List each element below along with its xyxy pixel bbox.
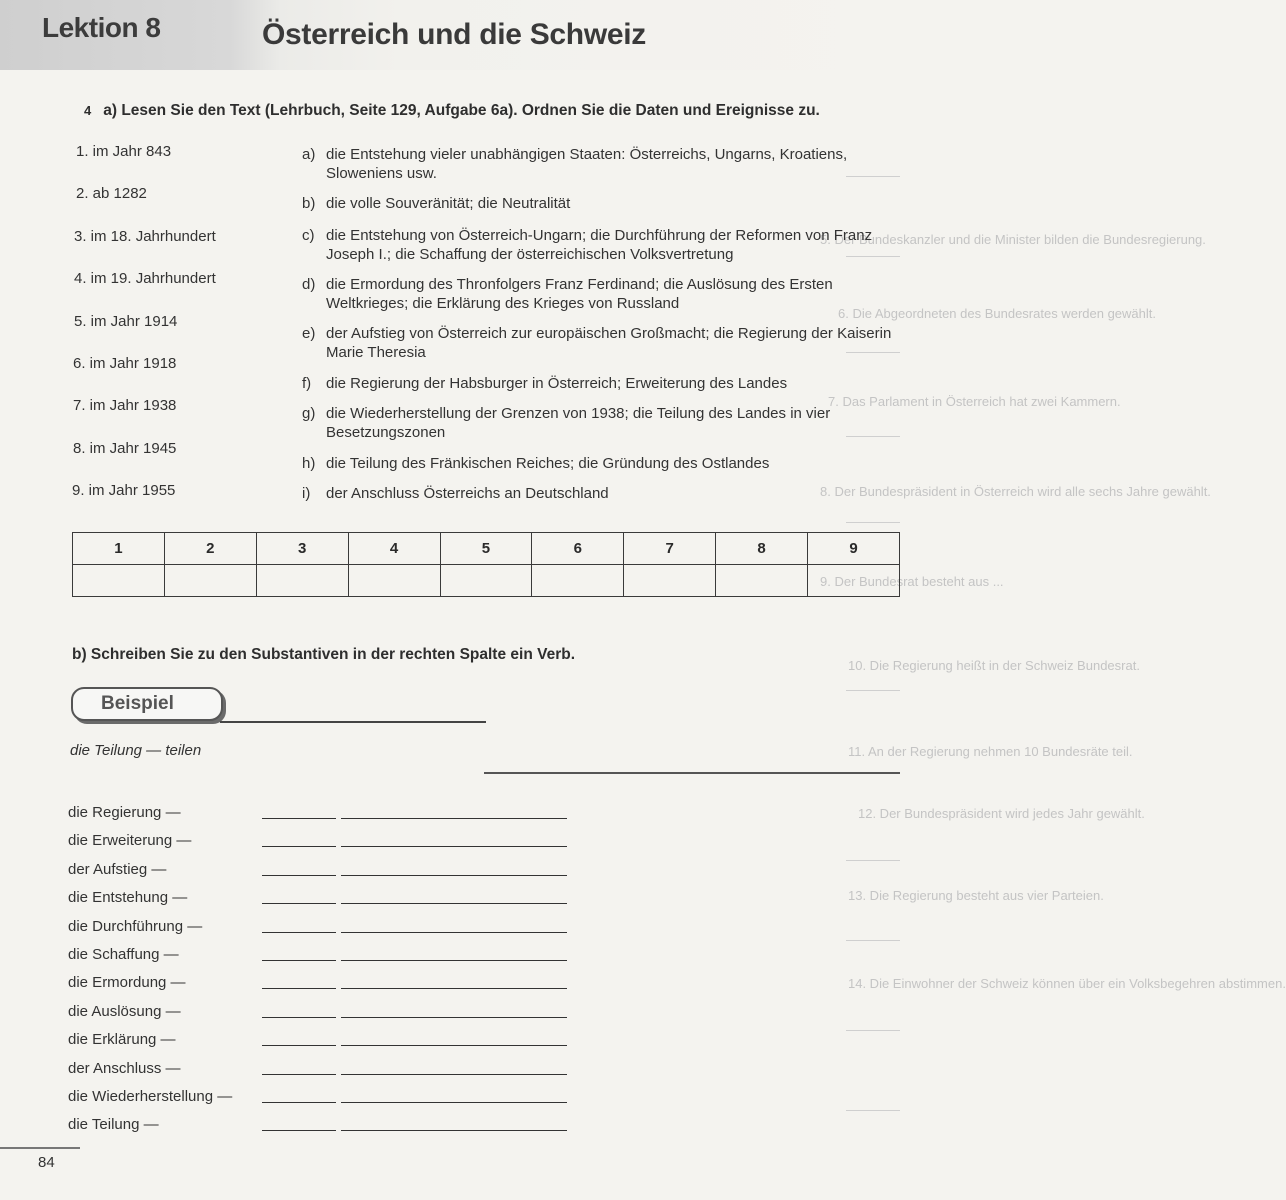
event-item xyxy=(302,404,892,442)
answer-blank[interactable] xyxy=(262,1017,336,1018)
show-through-text: 10. Die Regierung heißt in der Schweiz Bundesrat. xyxy=(848,658,1140,673)
event-text: die Entstehung von Österreich-Ungarn; die Durchführung der Reformen von Franz Joseph I.; die Schaffung der österreichischen Volksvertretung xyxy=(326,227,873,263)
exercise-row xyxy=(0,1084,900,1108)
task-a-instruction xyxy=(84,102,820,120)
event-item xyxy=(302,454,892,473)
event-item xyxy=(302,374,892,393)
event-item xyxy=(302,226,892,264)
exercise-row xyxy=(0,1056,900,1080)
answer-blank[interactable] xyxy=(341,1045,567,1046)
show-through-text: 7. Das Parlament in Österreich hat zwei Kammern. xyxy=(828,394,1121,409)
event-letter: b) xyxy=(302,195,316,212)
answer-table-header: 5 xyxy=(440,533,532,565)
answer-cell[interactable] xyxy=(164,565,256,597)
event-item xyxy=(302,145,892,183)
show-through-rule xyxy=(846,1110,900,1111)
event-letter: h) xyxy=(302,455,316,472)
exercise-row xyxy=(0,914,900,938)
example-badge xyxy=(71,687,223,721)
event-text: die Ermordung des Thronfolgers Franz Ferdinand; die Auslösung des Ersten Weltkrieges; die Erklärung des Krieges von Russland xyxy=(326,276,833,312)
answer-cell[interactable] xyxy=(808,565,900,597)
event-item xyxy=(302,324,892,362)
show-through-rule xyxy=(846,522,900,523)
answer-blank[interactable] xyxy=(341,960,567,961)
event-letter: a) xyxy=(302,146,316,163)
answer-cell[interactable] xyxy=(532,565,624,597)
answer-blank[interactable] xyxy=(262,1102,336,1103)
answer-table-header: 3 xyxy=(256,533,348,565)
answer-blank[interactable] xyxy=(341,818,567,819)
exercise-row xyxy=(0,942,900,966)
show-through-text: 8. Der Bundespräsident in Österreich wird alle sechs Jahre gewählt. xyxy=(820,484,1211,499)
answer-table-header: 9 xyxy=(808,533,900,565)
event-letter: g) xyxy=(302,405,316,422)
event-text: die Wiederherstellung der Grenzen von 1938; die Teilung des Landes in vier Besetzungszonen xyxy=(326,405,831,441)
event-text: der Aufstieg von Österreich zur europäischen Großmacht; die Regierung der Kaiserin Marie Theresia xyxy=(326,325,892,361)
date-item: 5. im Jahr 1914 xyxy=(74,313,178,330)
answer-blank[interactable] xyxy=(262,1045,336,1046)
answer-cell[interactable] xyxy=(716,565,808,597)
noun-label: die Ermordung — xyxy=(68,974,186,991)
noun-label: die Auslösung — xyxy=(68,1003,181,1020)
date-item: 4. im 19. Jahrhundert xyxy=(74,270,216,287)
answer-blank[interactable] xyxy=(341,846,567,847)
answer-cell[interactable] xyxy=(73,565,165,597)
exercise-row xyxy=(0,1027,900,1051)
task-b-instruction: b) Schreiben Sie zu den Substantiven in der rechten Spalte ein Verb. xyxy=(72,646,576,663)
exercise-row xyxy=(0,999,900,1023)
event-text: die Regierung der Habsburger in Österreich; Erweiterung des Landes xyxy=(326,375,788,392)
noun-label: die Erklärung — xyxy=(68,1031,176,1048)
task-a-text: a) Lesen Sie den Text (Lehrbuch, Seite 129, Aufgabe 6a). Ordnen Sie die Daten und Ereignisse zu. xyxy=(103,102,820,119)
show-through-text: 14. Die Einwohner der Schweiz können über ein Volksbegehren abstimmen. xyxy=(848,976,1286,991)
page-title: Österreich und die Schweiz xyxy=(262,18,646,51)
date-item: 6. im Jahr 1918 xyxy=(73,355,177,372)
answer-table-header: 2 xyxy=(164,533,256,565)
date-item: 1. im Jahr 843 xyxy=(76,143,172,160)
answer-blank[interactable] xyxy=(341,988,567,989)
event-text: die Entstehung vieler unabhängigen Staaten: Österreichs, Ungarns, Kroatiens, Sloweniens usw. xyxy=(326,146,848,182)
event-letter: i) xyxy=(302,485,311,502)
answer-table-header: 6 xyxy=(532,533,624,565)
answer-blank[interactable] xyxy=(262,818,336,819)
answer-table-header-row xyxy=(73,533,900,565)
noun-label: der Anschluss — xyxy=(68,1060,181,1077)
lesson-label: Lektion 8 xyxy=(42,12,161,43)
noun-label: die Durchführung — xyxy=(68,918,203,935)
answer-table-header: 4 xyxy=(348,533,440,565)
task-number: 4 xyxy=(84,103,92,118)
answer-blank[interactable] xyxy=(262,846,336,847)
answer-blank[interactable] xyxy=(262,903,336,904)
show-through-text: 11. An der Regierung nehmen 10 Bundesräte teil. xyxy=(848,744,1133,759)
date-item: 9. im Jahr 1955 xyxy=(72,482,176,499)
noun-label: die Regierung — xyxy=(68,804,181,821)
answer-blank[interactable] xyxy=(262,988,336,989)
event-letter: e) xyxy=(302,325,316,342)
event-item xyxy=(302,484,892,503)
event-letter: d) xyxy=(302,276,316,293)
page-number: 84 xyxy=(38,1154,55,1171)
show-through-text: 13. Die Regierung besteht aus vier Parteien. xyxy=(848,888,1104,903)
answer-blank[interactable] xyxy=(341,1102,567,1103)
date-item: 2. ab 1282 xyxy=(76,185,147,202)
noun-label: die Erweiterung — xyxy=(68,832,192,849)
answer-blank[interactable] xyxy=(262,1130,336,1131)
answer-table-header: 1 xyxy=(73,533,165,565)
noun-label: die Wiederherstellung — xyxy=(68,1088,233,1105)
event-text: der Anschluss Österreichs an Deutschland xyxy=(326,485,609,502)
answer-cell[interactable] xyxy=(256,565,348,597)
answer-blank[interactable] xyxy=(341,1017,567,1018)
noun-label: der Aufstieg — xyxy=(68,861,167,878)
exercise-row xyxy=(0,970,900,994)
date-item: 8. im Jahr 1945 xyxy=(73,440,177,457)
answer-blank[interactable] xyxy=(262,875,336,876)
exercise-row xyxy=(0,885,900,909)
answer-table-header: 7 xyxy=(624,533,716,565)
noun-label: die Entstehung — xyxy=(68,889,188,906)
exercise-row xyxy=(0,1112,900,1136)
show-through-text: 9. Der Bundesrat besteht aus ... xyxy=(820,574,1004,589)
event-text: die volle Souveränität; die Neutralität xyxy=(326,195,571,212)
answer-cell[interactable] xyxy=(624,565,716,597)
answer-blank[interactable] xyxy=(341,1074,567,1075)
example-label: Beispiel xyxy=(101,693,174,714)
show-through-rule xyxy=(846,940,900,941)
answer-table xyxy=(72,532,900,597)
answer-cell[interactable] xyxy=(440,565,532,597)
answer-blank[interactable] xyxy=(262,1074,336,1075)
show-through-text: 12. Der Bundespräsident wird jedes Jahr gewählt. xyxy=(858,806,1145,821)
answer-blank[interactable] xyxy=(341,875,567,876)
answer-table-answer-row xyxy=(73,565,900,597)
event-letter: f) xyxy=(302,375,312,392)
answer-blank[interactable] xyxy=(341,903,567,904)
footer-rule xyxy=(0,1147,80,1149)
noun-label: die Teilung — xyxy=(68,1116,159,1133)
exercise-row xyxy=(0,800,900,824)
example-underline xyxy=(220,721,486,723)
answer-table-header: 8 xyxy=(716,533,808,565)
show-through-rule xyxy=(846,690,900,691)
answer-blank[interactable] xyxy=(341,1130,567,1131)
event-letter: c) xyxy=(302,227,315,244)
date-item: 7. im Jahr 1938 xyxy=(73,397,177,414)
exercise-row xyxy=(0,828,900,852)
answer-blank[interactable] xyxy=(262,960,336,961)
section-rule xyxy=(484,772,900,774)
answer-blank[interactable] xyxy=(341,932,567,933)
event-item xyxy=(302,275,892,313)
show-through-text: 5. Der Bundeskanzler und die Minister bilden die Bundesregierung. xyxy=(820,232,1206,247)
date-item: 3. im 18. Jahrhundert xyxy=(74,228,216,245)
exercise-row xyxy=(0,857,900,881)
event-item xyxy=(302,194,892,213)
answer-blank[interactable] xyxy=(262,932,336,933)
answer-cell[interactable] xyxy=(348,565,440,597)
noun-label: die Schaffung — xyxy=(68,946,179,963)
event-text: die Teilung des Fränkischen Reiches; die Gründung des Ostlandes xyxy=(326,455,770,472)
example-text: die Teilung — teilen xyxy=(70,742,202,759)
show-through-text: 6. Die Abgeordneten des Bundesrates werden gewählt. xyxy=(838,306,1156,321)
